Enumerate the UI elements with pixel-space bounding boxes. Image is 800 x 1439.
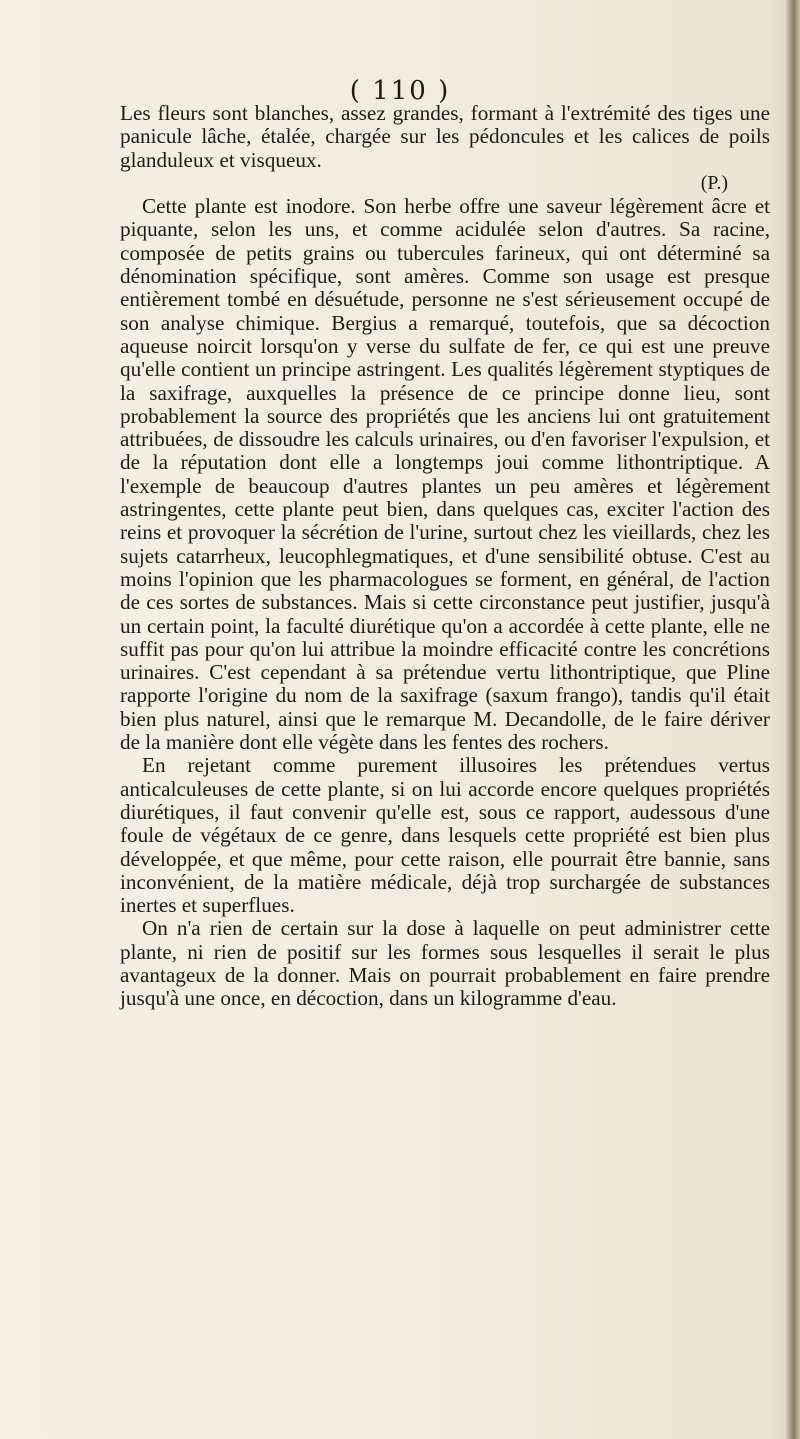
author-signature: (P.) — [700, 171, 728, 194]
paragraph-3: En rejetant comme purement illusoires les prétendues vertus anticalculeuses de cette plante, si on lui accorde encore quelques propriétés diurétiques, il faut convenir qu'elle est, sous ce rapport, audessous d'une foule de végétaux de ce genre, dans lesquels cette propriété est bien plus développée, et que même, pour cette raison, elle pourrait être bannie, sans inconvénient, de la matière médicale, déjà trop surchargée de substances inertes et superflues. — [120, 753, 770, 918]
paragraph-2: Cette plante est inodore. Son herbe offre une saveur légèrement âcre et piquante, selon les uns, et comme acidulée selon d'autres. Sa racine, composée de petits grains ou tubercules farineux, qui ont déterminé sa dénomination spécifique, sont amères. Comme son usage est presque entièrement tombé en désuétude, personne ne s'est sérieusement occupé de son analyse chimique. Bergius a remarqué, toutefois, que sa décoction aqueuse noircit lorsqu'on y verse du sulfate de fer, ce qui est une preuve qu'elle contient un principe astringent. Les qualités légèrement styptiques de la saxifrage, auxquelles la présence de ce principe donne lieu, sont probablement la source des propriétés que les anciens lui ont gratuitement attribuées, de dissoudre les calculs urinaires, ou d'en favoriser l'expulsion, et de la réputation dont elle a longtemps joui comme lithontriptique. A l'exemple de beaucoup d'autres plantes un peu amères et légèrement astringentes, cette plante peut bien, dans quelques cas, exciter l'action des reins et provoquer la sécrétion de l'urine, surtout chez les vieillards, chez les sujets catarrheux, leucophlegmatiques, et d'une sensibilité obtuse. C'est au moins l'opinion que les pharmacologues se forment, en général, de l'action de ces sortes de substances. Mais si cette circonstance peut justifier, jusqu'à un certain point, la faculté diurétique qu'on a accordée à cette plante, elle ne suffit pas pour qu'on lui attribue la moindre efficacité contre les concrétions urinaires. C'est cependant à sa prétendue vertu lithontriptique, que Pline rapporte l'origine du nom de la saxifrage (saxum frango), tandis qu'il était bien plus naturel, ainsi que le remarque M. Decandolle, de le faire dériver de la manière dont elle végète dans les fentes des rochers. — [120, 194, 770, 755]
page-body — [120, 102, 770, 1011]
paragraph-4: On n'a rien de certain sur la dose à laquelle on peut administrer cette plante, ni rien de positif sur les formes sous lesquelles il serait le plus avantageux de la donner. Mais on pourrait probablement en faire prendre jusqu'à une once, en décoction, dans un kilogramme d'eau. — [120, 916, 770, 1011]
page-edge — [786, 0, 800, 1439]
paragraph-1: Les fleurs sont blanches, assez grandes, formant à l'extrémité des tiges une panicule lâche, étalée, chargée sur les pédoncules et les calices de poils glanduleux et visqueux. — [120, 101, 770, 172]
page-number: ( 110 ) — [349, 76, 451, 106]
